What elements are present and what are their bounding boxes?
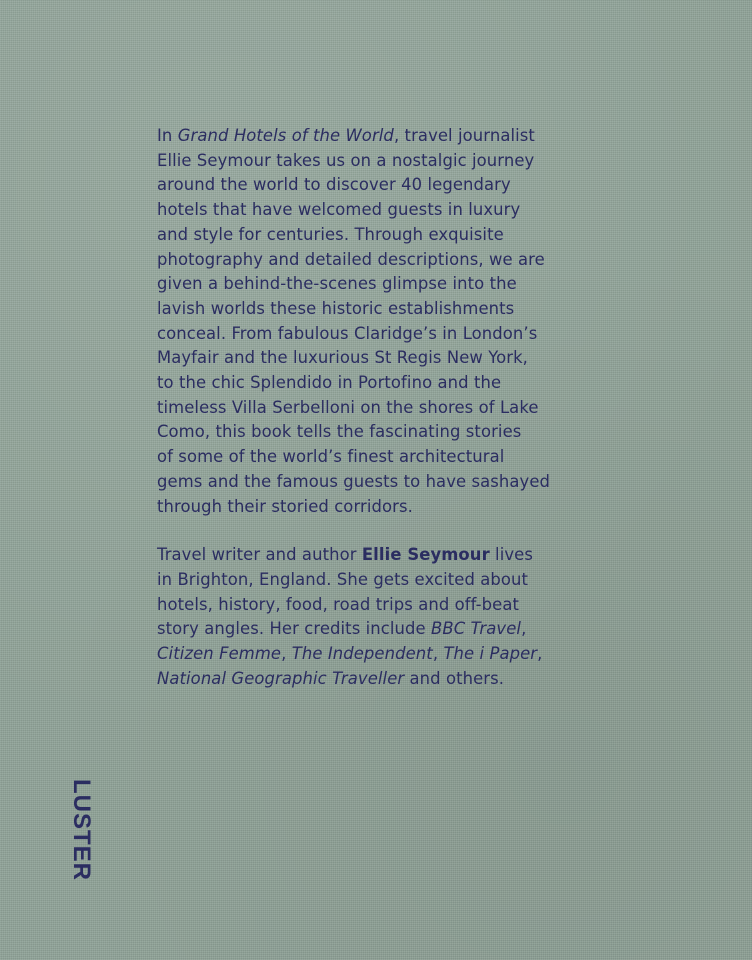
text-line: conceal. From fabulous Claridge’s in London’s (157, 323, 538, 343)
publisher-logo-text: LUSTER (68, 779, 95, 881)
italic-title: Citizen Femme (157, 644, 282, 664)
text-line: timeless Villa Serbelloni on the shores of Lake (157, 397, 539, 417)
text-line: given a behind-the-scenes glimpse into the (157, 274, 517, 294)
text-line: hotels that have welcomed guests in luxury (157, 200, 521, 220)
text-line: Como, this book tells the fascinating stories (157, 422, 522, 442)
text-line: Citizen Femme, The Independent, The i Paper, (157, 644, 543, 664)
italic-title: Grand Hotels of the World (177, 126, 394, 145)
text-line: hotels, history, food, road trips and off-beat (157, 594, 520, 614)
text-line: photography and detailed descriptions, we are (157, 249, 545, 269)
italic-title: The Independent (291, 644, 433, 664)
text-line: around the world to discover 40 legendary (157, 175, 511, 195)
text-line: gems and the famous guests to have sashayed (157, 471, 551, 491)
author-bio (157, 543, 597, 691)
italic-title: The i Paper (443, 644, 538, 664)
publisher-logo (68, 779, 95, 881)
text-line: through their storied corridors. (157, 496, 413, 516)
paragraph-gap (157, 519, 597, 543)
text-line: National Geographic Traveller and others. (157, 668, 505, 688)
text-line: Ellie Seymour takes us on a nostalgic journey (157, 150, 535, 170)
text-line: to the chic Splendido in Portofino and the (157, 373, 502, 393)
text-line: in Brighton, England. She gets excited about (157, 569, 529, 589)
text-line: Mayfair and the luxurious St Regis New York, (157, 348, 528, 368)
text-column (157, 124, 597, 691)
book-blurb (157, 124, 597, 519)
italic-title: National Geographic Traveller (157, 668, 405, 688)
text-line: lavish worlds these historic establishments (157, 298, 515, 318)
author-name: Ellie Seymour (361, 545, 490, 565)
text-line: of some of the world’s finest architectural (157, 447, 505, 467)
text-line: story angles. Her credits include BBC Travel, (157, 619, 527, 639)
text-line: Travel writer and author Ellie Seymour lives (157, 545, 533, 565)
text-line: In Grand Hotels of the World, travel journalist (157, 126, 535, 145)
text-line: and style for centuries. Through exquisite (157, 224, 504, 244)
italic-title: BBC Travel (431, 619, 522, 639)
